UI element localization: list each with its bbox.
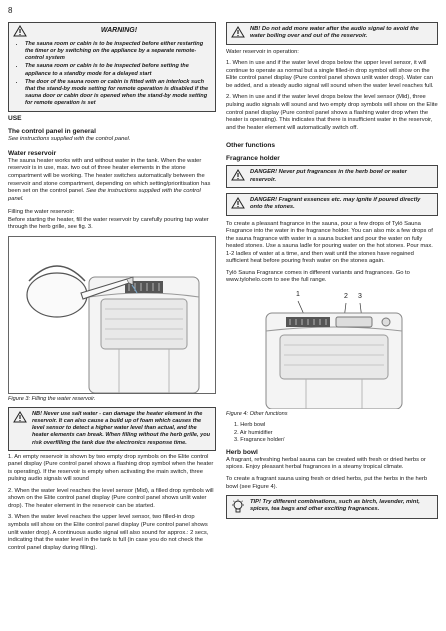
warning-item: • The sauna room or cabin is to be inspected before either restarting the timer or by switching on the appliance by a separate remote-control system bbox=[25, 41, 211, 62]
herb-bowl-p1: A fragrant, refreshing herbal sauna can be created with fresh or dried herbs or spices. Enjoy pleasant herbal fragrances in a steamy tropical climate. bbox=[226, 456, 426, 471]
warning-item: • The door of the sauna room or cabin is fitted with an interlock such that the stand-by mode setting for remote operation is disabled if the sauna door or cabin door is opened when the stand-by mode setting for remote operation is set bbox=[25, 79, 211, 108]
nb-audio-text: NB! Do not add more water after the audio signal to avoid the water boiling over and out of the reservoir. bbox=[250, 26, 419, 40]
nb-audio-row bbox=[227, 23, 437, 44]
fragrance-p2: Tylö Sauna Fragrance comes in different variants and fragrances. Go to www.tylohelo.com to see the full range. bbox=[226, 269, 410, 284]
reservoir-op-heading: Water reservoir in operation: bbox=[226, 48, 299, 55]
danger-box-herb-bowl bbox=[226, 165, 438, 188]
herb-bowl-heading: Herb bowl bbox=[226, 448, 258, 456]
water-reservoir-text bbox=[8, 158, 216, 203]
filling-heading: Filling the water reservoir: bbox=[8, 209, 75, 216]
danger-text: DANGER! Never put fragrances in the herb bowl or water reservoir. bbox=[250, 169, 407, 183]
figure-3-illustration bbox=[8, 236, 216, 394]
warning-triangle-icon bbox=[231, 197, 245, 209]
figure-4-items bbox=[234, 422, 438, 445]
other-functions-heading: Other functions bbox=[226, 142, 276, 150]
tip-box bbox=[226, 495, 438, 519]
warning-box bbox=[8, 22, 216, 112]
danger-row bbox=[227, 166, 437, 187]
fragrance-p1: To create a pleasant fragrance in the sauna, pour a few drops of Tylö Sauna Fragrance into the water in the fragrance holder. You can also mix a few drops of the sauna fragrance with water in a sauna bucket and pour the water on fully heated stones. Use a sauna ladle for pouring water on the hot stones. Pour max. 1-2 ladles of water at a time, and then wait until the stones have regained sufficient heat before pouring fresh water on the stones again. bbox=[226, 220, 433, 265]
tip-text: TIP! Try different combinations, such as birch, lavender, mint, spices, tea bags and other exciting fragrances. bbox=[250, 499, 420, 513]
figure-4-item: 3. Fragrance holder/ bbox=[234, 437, 285, 444]
warning-triangle-icon bbox=[231, 26, 245, 38]
filling-text: Before starting the heater, fill the water reservoir by carefully pouring tap water through the herb grille, see fig. 3. bbox=[8, 216, 209, 231]
nb-audio-box bbox=[226, 22, 438, 45]
right-column bbox=[226, 22, 438, 519]
page-number: 8 bbox=[8, 6, 13, 15]
nb-salt-text: NB! Never use salt water - can damage the heater element in the reservoir. It can also cause a build up of foam which causes the level sensor to detect a higher water level than actual, and the heater elements can break. When filling without the herb grille, you risk overfilling the tank due the electronics response time. bbox=[32, 410, 211, 446]
danger-text: DANGER! Fragrant essences etc. may ignite if poured directly onto the stones. bbox=[250, 196, 421, 211]
watering-can-heater-drawing bbox=[9, 237, 215, 393]
lightbulb-icon bbox=[231, 499, 245, 515]
left-list-item: 2. When the water level reaches the level sensor (Mid), a filled drop symbols will shown on the Elite control panel display (Pure control panel shows unlit water drop). The heater element in the reservoir can be started. bbox=[8, 487, 214, 509]
water-reservoir-heading: Water reservoir bbox=[8, 149, 57, 157]
control-panel-heading: The control panel in general bbox=[8, 128, 96, 136]
left-column bbox=[8, 22, 216, 556]
figure-4-illustration bbox=[226, 289, 438, 409]
tip-row bbox=[227, 496, 437, 518]
water-reservoir-body: The sauna heater works with and without water in the tank. When the water reservoir is in use, max. two out of three heater elements in the stone compartment will be working. The heater switches automatically between the reservoir and stone compartment, depending on which setting/prioritisation has been set on the control panel. bbox=[8, 157, 211, 195]
fragrance-holder-heading: Fragrance holder bbox=[226, 155, 280, 163]
reservoir-op-p1: 1. When in use and if the water level drops below the upper level sensor, it will continue to operate as normal but a single filled-in drop symbol will show on the Elite control panel display (Pure control panel shows unlit water drop). Water can be added, and a steady audio signal will sound when the water level reaches full. bbox=[226, 60, 434, 89]
callout-3: 3 bbox=[358, 293, 362, 300]
figure-4-item: 1. Herb bowl bbox=[234, 422, 266, 429]
warning-title: WARNING! bbox=[100, 26, 138, 34]
warning-item: • The sauna room or cabin is to be inspected before setting the appliance to a standby mode for a delayed start bbox=[25, 63, 211, 77]
warning-triangle-icon bbox=[231, 169, 245, 181]
nb-salt-row bbox=[9, 408, 215, 450]
herb-bowl-p2: To create a fragrant sauna using fresh or dried herbs, put the herbs in the herb bowl (see Figure 4). bbox=[226, 475, 428, 490]
control-panel-text: See instructions supplied with the control panel. bbox=[8, 136, 131, 143]
figure-4-item: 2. Air humidifier bbox=[234, 429, 273, 436]
warning-triangle-icon bbox=[13, 25, 27, 37]
danger-row bbox=[227, 194, 437, 215]
left-list-item: 1. An empty reservoir is shown by two empty drop symbols on the Elite control panel display (Pure control panel shows a flashing drop symbol when the heater is operating). If the reservoir is empty when activating the main switch, three pulsing audio signals will sound bbox=[8, 453, 214, 483]
callout-1: 1 bbox=[296, 291, 300, 298]
warning-list bbox=[9, 39, 215, 111]
use-heading: USE bbox=[8, 115, 22, 123]
water-reservoir-ref: See the instructions supplied with the control panel. bbox=[8, 188, 201, 202]
nb-salt-water-box bbox=[8, 407, 216, 451]
warning-header bbox=[9, 23, 215, 39]
figure-4-caption: Figure 4: Other functions bbox=[226, 411, 288, 417]
left-list-item: 3. When the water level reaches the upper level sensor, two filled-in drop symbols will show on the Elite control panel display (Pure control panel shows unlit water drop). A continuous audio signal will also sound for approx.: 2 secs, indicating that the water level in the tank is full (in case you do not check the control panel display during filling). bbox=[8, 514, 209, 551]
heater-other-functions-drawing bbox=[226, 289, 438, 409]
warning-triangle-icon bbox=[13, 411, 27, 423]
callout-2: 2 bbox=[344, 293, 348, 300]
danger-box-stones bbox=[226, 193, 438, 216]
reservoir-op-p2: 2. When in use and if the water level drops below the level sensor (Mid), three pulsing audio signals will sound and two empty drop symbols will show on the Elite control panel display (Pure control panel shows a flashing water drop when the heater is operating). This indicates that there is insufficient water in the reservoir, and the heater element will automatically switch off. bbox=[226, 94, 438, 131]
figure-3-caption: Figure 3: Filling the water reservoir. bbox=[8, 395, 96, 402]
